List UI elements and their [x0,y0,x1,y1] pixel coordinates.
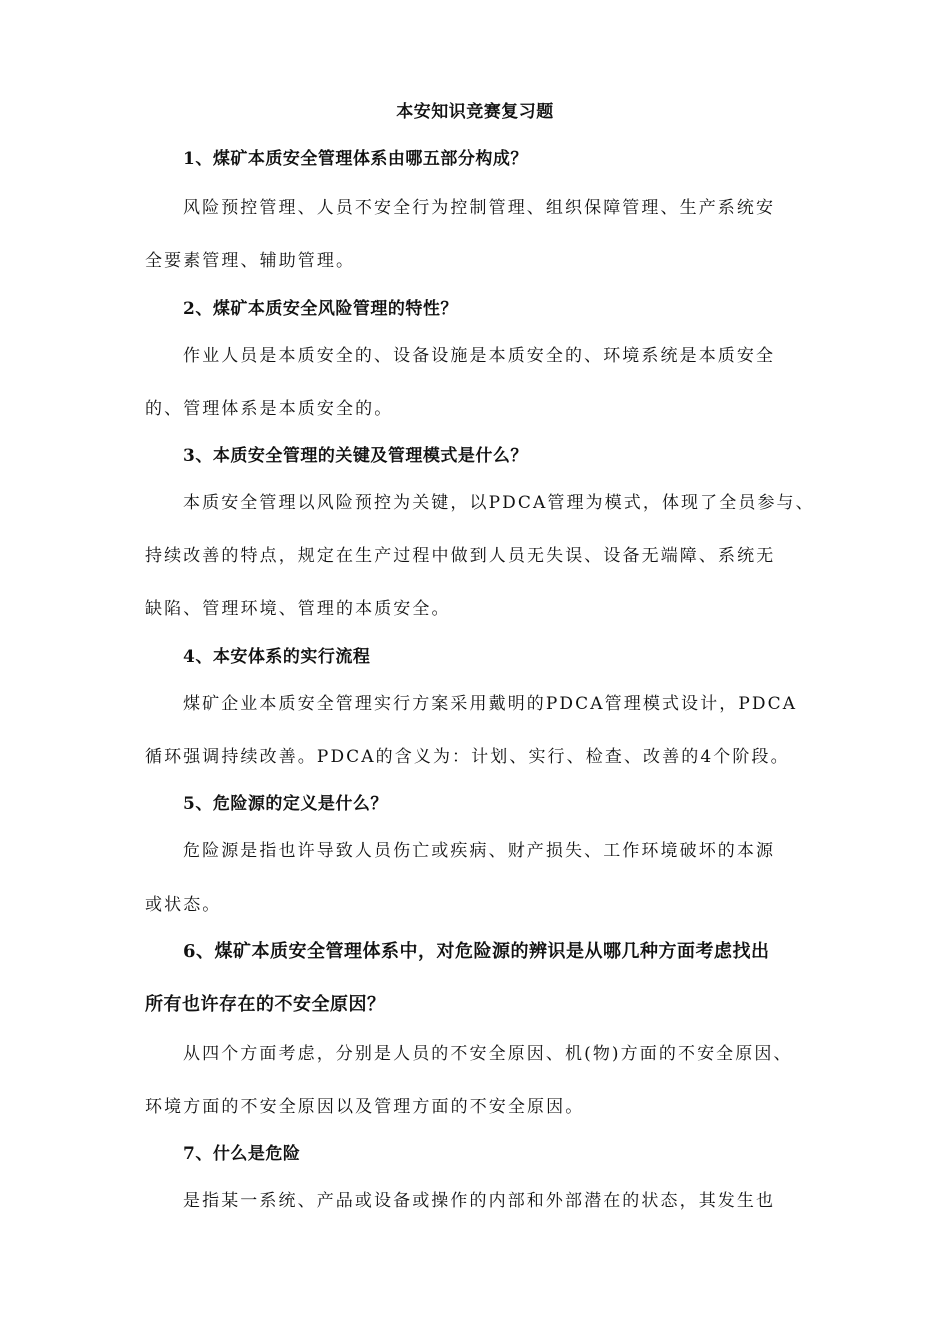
question-5: 5、危险源的定义是什么？ [183,794,388,814]
question-1: 1、煤矿本质安全管理体系由哪五部分构成？ [183,149,528,169]
answer-3-line-3: 缺陷、管理环境、管理的本质安全。 [145,599,451,619]
answer-7-line-1: 是指某一系统、产品或设备或操作的内部和外部潜在的状态，其发生也 [183,1191,776,1211]
question-3: 3、本质安全管理的关键及管理模式是什么？ [183,446,528,466]
question-4: 4、本安体系的实行流程 [183,647,371,667]
answer-4-line-2: 循环强调持续改善。PDCA的含义为：计划、实行、检查、改善的4个阶段。 [145,747,790,767]
answer-3-line-2: 持续改善的特点，规定在生产过程中做到人员无失误、设备无端障、系统无 [145,546,776,566]
answer-1-line-1: 风险预控管理、人员不安全行为控制管理、组织保障管理、生产系统安 [183,198,776,218]
answer-3-line-1: 本质安全管理以风险预控为关键，以PDCA管理为模式，体现了全员参与、 [183,493,815,513]
answer-1-line-2: 全要素管理、辅助管理。 [145,251,356,271]
question-7: 7、什么是危险 [183,1144,301,1164]
answer-2-line-2: 的、管理体系是本质安全的。 [145,399,394,419]
answer-6-line-2: 环境方面的不安全原因以及管理方面的不安全原因。 [145,1097,585,1117]
answer-5-line-1: 危险源是指也许导致人员伤亡或疾病、财产损失、工作环境破坏的本源 [183,841,776,861]
answer-5-line-2: 或状态。 [145,895,222,915]
answer-2-line-1: 作业人员是本质安全的、设备设施是本质安全的、环境系统是本质安全 [183,346,776,366]
answer-6-line-1: 从四个方面考虑，分别是人员的不安全原因、机(物)方面的不安全原因、 [183,1044,793,1064]
question-6-line-1: 6、煤矿本质安全管理体系中，对危险源的辨识是从哪几种方面考虑找出 [183,941,770,962]
question-2: 2、煤矿本质安全风险管理的特性？ [183,299,458,319]
answer-4-line-1: 煤矿企业本质安全管理实行方案采用戴明的PDCA管理模式设计，PDCA [183,694,798,714]
question-6-line-2: 所有也许存在的不安全原因？ [145,994,386,1015]
page-title: 本安知识竞赛复习题 [396,102,554,122]
